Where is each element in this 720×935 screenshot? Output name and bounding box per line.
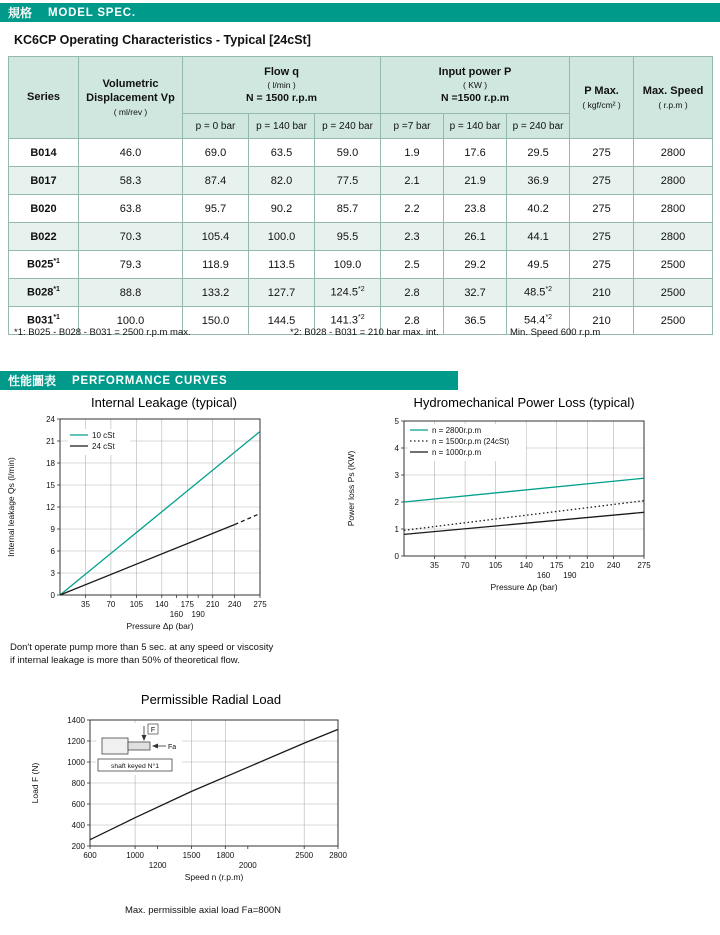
cell: 2.5: [381, 251, 444, 279]
col-header-power-group: [381, 57, 570, 114]
cell: 124.5$^{*2}$: [315, 279, 381, 307]
cell: 95.5: [315, 223, 381, 251]
svg-text:24 cSt: 24 cSt: [92, 442, 115, 451]
cell: 113.5: [249, 251, 315, 279]
svg-text:240: 240: [227, 600, 242, 609]
svg-text:275: 275: [637, 561, 651, 570]
cell: 109.0: [315, 251, 381, 279]
svg-text:2800: 2800: [329, 851, 347, 860]
cell: 100.0: [79, 307, 183, 335]
svg-text:9: 9: [50, 525, 55, 534]
radial-load-plot: [28, 708, 358, 903]
cell: 127.7: [249, 279, 315, 307]
cell: 29.2: [444, 251, 507, 279]
svg-text:Pressure Δp (bar): Pressure Δp (bar): [126, 621, 194, 631]
speed-unit-label: ( r.p.m ): [658, 99, 688, 110]
radial-load-chart: [28, 692, 358, 916]
pmax-header-label: P Max.: [584, 85, 619, 98]
svg-text:F: F: [150, 727, 156, 734]
cell: 36.5: [444, 307, 507, 335]
leakage-warning-line1: Don't operate pump more than 5 sec. at any speed or viscosity: [10, 642, 274, 653]
cell: 150.0: [183, 307, 249, 335]
chart-title: Permissible Radial Load: [140, 692, 282, 707]
cell: 36.9: [507, 167, 570, 195]
vp-header-label: Volumetric Displacement Vp: [86, 78, 175, 104]
cell: 2800: [634, 223, 713, 251]
series-cell: B022: [9, 223, 79, 251]
subheader-flow-p0: p = 0 bar: [183, 114, 249, 139]
svg-text:35: 35: [81, 600, 90, 609]
cell: 141.3$^{*2}$: [315, 307, 381, 335]
svg-text:10 cSt: 10 cSt: [92, 431, 115, 440]
cell: 40.2: [507, 195, 570, 223]
cell: 58.3: [79, 167, 183, 195]
svg-text:3: 3: [50, 569, 55, 578]
cell: 85.7: [315, 195, 381, 223]
cell: 29.5: [507, 139, 570, 167]
cell: 46.0: [79, 139, 183, 167]
table-row: [9, 251, 713, 279]
series-cell: B014: [9, 139, 79, 167]
cell: 2800: [634, 139, 713, 167]
flow-speed-label: N = 1500 r.p.m: [246, 92, 317, 105]
cell: 59.0: [315, 139, 381, 167]
cell: 2.1: [381, 167, 444, 195]
spec-table-body: [9, 139, 713, 335]
cell: 2800: [634, 195, 713, 223]
cell: 70.3: [79, 223, 183, 251]
svg-text:Load F (N): Load F (N): [30, 762, 40, 804]
svg-text:6: 6: [50, 547, 55, 556]
subheader-flow-p140: p = 140 bar: [249, 114, 315, 139]
svg-text:200: 200: [71, 842, 85, 851]
cell: 100.0: [249, 223, 315, 251]
svg-text:15: 15: [46, 481, 55, 490]
svg-text:70: 70: [460, 561, 470, 570]
flow-title-label: Flow q: [264, 65, 299, 78]
cell: 118.9: [183, 251, 249, 279]
svg-text:210: 210: [206, 600, 220, 609]
svg-text:175: 175: [180, 600, 194, 609]
power-loss-plot: [344, 411, 674, 612]
cell: 90.2: [249, 195, 315, 223]
cell: 2.3: [381, 223, 444, 251]
cell: 82.0: [249, 167, 315, 195]
svg-text:n = 1000r.p.m: n = 1000r.p.m: [432, 448, 482, 457]
cell: 210: [570, 279, 634, 307]
col-header-vp: [79, 57, 183, 139]
section-en-label: PERFORMANCE CURVES: [72, 374, 228, 387]
svg-text:18: 18: [46, 459, 55, 468]
section-zh-label: 性能圖表: [8, 374, 57, 388]
svg-text:240: 240: [606, 561, 621, 570]
speed-header-label: Max. Speed: [642, 85, 704, 98]
cell: 95.7: [183, 195, 249, 223]
svg-text:4: 4: [394, 444, 399, 453]
leakage-warning-line2: if internal leakage is more than 50% of theoretical flow.: [10, 655, 240, 667]
cell: 77.5: [315, 167, 381, 195]
cell: 2.8: [381, 279, 444, 307]
power-unit-label: ( KW ): [463, 80, 488, 91]
cell: 54.4$^{*2}$: [507, 307, 570, 335]
table-title: KC6CP Operating Characteristics - Typical [24cSt]: [14, 33, 311, 47]
svg-text:2: 2: [394, 498, 399, 507]
spec-table: [8, 56, 713, 335]
section-en-label: MODEL SPEC.: [48, 6, 136, 19]
cell: 88.8: [79, 279, 183, 307]
chart-title: Internal Leakage (typical): [91, 395, 237, 410]
col-header-flow-group: [183, 57, 381, 114]
series-cell: B017: [9, 167, 79, 195]
chart-title: Hydromechanical Power Loss (typical): [413, 395, 635, 410]
svg-text:1: 1: [394, 525, 399, 534]
table-row: [9, 279, 713, 307]
series-cell: B031$^{*1}$: [9, 307, 79, 335]
svg-text:5: 5: [394, 417, 399, 426]
cell: 79.3: [79, 251, 183, 279]
svg-text:600: 600: [83, 851, 97, 860]
svg-text:n = 1500r.p.m (24cSt): n = 1500r.p.m (24cSt): [432, 437, 510, 446]
pmax-unit-label: ( kgf/cm² ): [582, 99, 621, 110]
svg-text:105: 105: [488, 561, 503, 570]
svg-text:160: 160: [536, 571, 551, 580]
svg-text:Pressure Δp (bar): Pressure Δp (bar): [490, 582, 558, 592]
power-title-label: Input power P: [438, 65, 512, 78]
cell: 275: [570, 195, 634, 223]
series-cell: B025$^{*1}$: [9, 251, 79, 279]
cell: 275: [570, 167, 634, 195]
svg-text:175: 175: [550, 561, 564, 570]
svg-text:210: 210: [580, 561, 594, 570]
svg-text:190: 190: [191, 610, 205, 619]
internal-leakage-plot: [4, 411, 324, 646]
col-header-series: [9, 57, 79, 139]
cell: 2800: [634, 167, 713, 195]
svg-text:275: 275: [253, 600, 267, 609]
footnote-2: *2: B028 - B031 = 210 bar max. int.: [290, 327, 439, 338]
cell: 63.8: [79, 195, 183, 223]
cell: 210: [570, 307, 634, 335]
cell: 2.8: [381, 307, 444, 335]
svg-text:0: 0: [50, 591, 55, 600]
cell: 2500: [634, 307, 713, 335]
cell: 26.1: [444, 223, 507, 251]
svg-text:shaft keyed N°1: shaft keyed N°1: [110, 763, 160, 770]
svg-text:35: 35: [430, 561, 439, 570]
section-header-model-spec: [0, 3, 720, 22]
power-speed-label: N =1500 r.p.m: [441, 92, 510, 105]
subheader-power-p7: p =7 bar: [381, 114, 444, 139]
table-row: [9, 167, 713, 195]
svg-text:70: 70: [106, 600, 116, 609]
section-header-performance-curves: [0, 371, 458, 390]
axial-load-caption: Max. permissible axial load Fa=800N: [124, 905, 282, 916]
cell: 2500: [634, 279, 713, 307]
svg-text:12: 12: [46, 503, 55, 512]
series-header-label: Series: [26, 90, 61, 103]
cell: 63.5: [249, 139, 315, 167]
leakage-warning-note: [10, 641, 273, 668]
svg-text:24: 24: [46, 415, 55, 424]
table-footnotes: [8, 327, 712, 341]
svg-text:800: 800: [71, 779, 85, 788]
cell: 1.9: [381, 139, 444, 167]
cell: 2500: [634, 251, 713, 279]
cell: 105.4: [183, 223, 249, 251]
cell: 44.1: [507, 223, 570, 251]
svg-text:600: 600: [71, 800, 85, 809]
svg-text:1400: 1400: [67, 716, 85, 725]
svg-text:1000: 1000: [67, 758, 85, 767]
svg-text:1000: 1000: [126, 851, 144, 860]
cell: 144.5: [249, 307, 315, 335]
subheader-power-p240: p = 240 bar: [507, 114, 570, 139]
svg-text:2500: 2500: [295, 851, 314, 860]
svg-text:140: 140: [155, 600, 169, 609]
cell: 275: [570, 139, 634, 167]
cell: 32.7: [444, 279, 507, 307]
svg-text:1200: 1200: [67, 737, 85, 746]
cell: 17.6: [444, 139, 507, 167]
table-row: [9, 195, 713, 223]
cell: 275: [570, 251, 634, 279]
table-row: [9, 223, 713, 251]
svg-text:190: 190: [563, 571, 577, 580]
svg-text:2000: 2000: [238, 861, 257, 870]
power-loss-chart: [344, 395, 674, 612]
svg-text:21: 21: [46, 437, 55, 446]
svg-text:3: 3: [394, 471, 399, 480]
internal-leakage-chart: [4, 395, 324, 646]
cell: 69.0: [183, 139, 249, 167]
cell: 21.9: [444, 167, 507, 195]
flow-unit-label: ( l/min ): [267, 80, 296, 91]
svg-text:105: 105: [129, 600, 144, 609]
footnote-1: *1: B025 - B028 - B031 = 2500 r.p.m max.: [14, 327, 191, 338]
svg-text:Fa: Fa: [168, 744, 177, 751]
series-cell: B028$^{*1}$: [9, 279, 79, 307]
svg-text:1500: 1500: [182, 851, 201, 860]
subheader-flow-p240: p = 240 bar: [315, 114, 381, 139]
svg-text:1800: 1800: [216, 851, 235, 860]
table-row: [9, 139, 713, 167]
svg-text:n = 2800r.p.m: n = 2800r.p.m: [432, 426, 482, 435]
section-zh-label: 規格: [8, 6, 33, 20]
cell: 87.4: [183, 167, 249, 195]
cell: 133.2: [183, 279, 249, 307]
series-cell: B020: [9, 195, 79, 223]
cell: 275: [570, 223, 634, 251]
svg-text:140: 140: [519, 561, 533, 570]
col-header-max-speed: [634, 57, 713, 139]
svg-text:Speed n (r.p.m): Speed n (r.p.m): [184, 872, 244, 882]
footnote-3: Min. Speed 600 r.p.m: [510, 327, 601, 338]
subheader-power-p140: p = 140 bar: [444, 114, 507, 139]
vp-unit-label: ( ml/rev ): [113, 106, 148, 117]
cell: 23.8: [444, 195, 507, 223]
svg-text:1200: 1200: [148, 861, 167, 870]
svg-text:Internal leakage Qs (l/min): Internal leakage Qs (l/min): [6, 457, 16, 557]
cell: 49.5: [507, 251, 570, 279]
svg-text:400: 400: [71, 821, 85, 830]
cell: 2.2: [381, 195, 444, 223]
svg-text:0: 0: [394, 552, 399, 561]
svg-text:Power loss Ps (KW): Power loss Ps (KW): [346, 450, 356, 527]
cell: 48.5$^{*2}$: [507, 279, 570, 307]
svg-text:160: 160: [169, 610, 184, 619]
col-header-pmax: [570, 57, 634, 139]
